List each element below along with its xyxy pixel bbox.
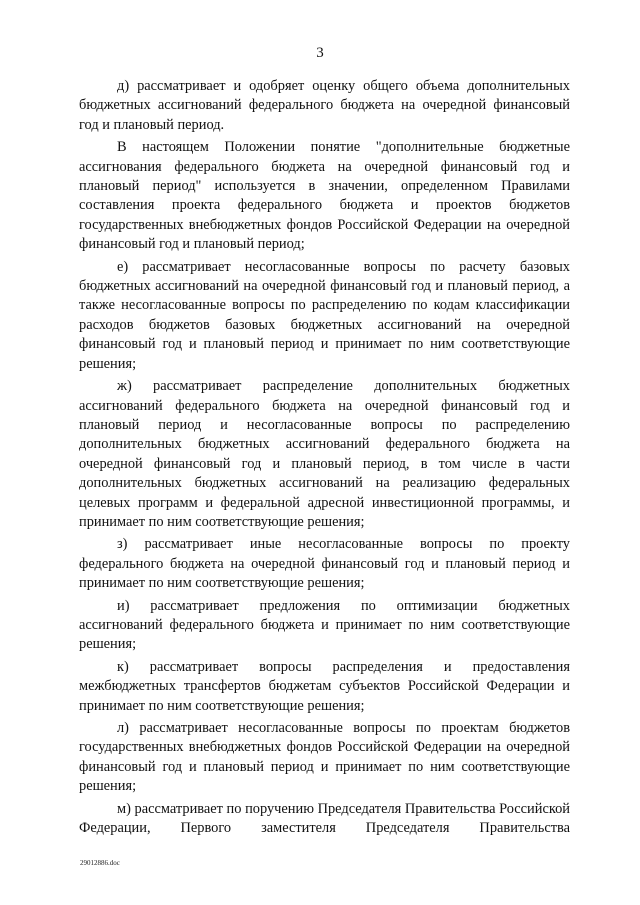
page-number: 3 bbox=[316, 45, 324, 61]
paragraph-d: д) рассматривает и одобряет оценку общего объема дополнительных бюджетных ассигнований федерального бюджета на очередной финансовый год и плановый период. bbox=[79, 78, 570, 133]
paragraph-m: м) рассматривает по поручению Председателя Правительства Российской Федерации, Первого заместителя Председателя Правительства bbox=[79, 800, 570, 837]
file-name-footer: 29012886.doc bbox=[80, 859, 120, 867]
paragraph-zh: ж) рассматривает распределение дополнительных бюджетных ассигнований федерального бюджета на очередной финансовый год и плановый период и несогласованные вопросы по распределению дополнительных бюджетных ассигнований федерального бюджета на очередной финансовый год и плановый период, в том числе в части дополнительных бюджетных ассигнований на реализацию федеральных целевых программ и федеральной адресной инвестиционной программы, и принимает по ним соответствующие решения; bbox=[79, 378, 570, 530]
paragraph-k: к) рассматривает вопросы распределения и предоставления межбюджетных трансфертов бюджетам субъектов Российской Федерации и принимает по ним соответствующие решения; bbox=[79, 658, 570, 714]
paragraph-definition: В настоящем Положении понятие "дополнительные бюджетные ассигнования федерального бюджета на очередной финансовый год и плановый период" используется в значении, определенном Правилами составления проекта федерального бюджета и проектов бюджетов государственных внебюджетных фондов Российской Федерации на очередной финансовый год и плановый период; bbox=[79, 139, 570, 253]
paragraph-e: е) рассматривает несогласованные вопросы по расчету базовых бюджетных ассигнований на очередной финансовый год и плановый период, а также несогласованные вопросы по распределению по кодам классификации расходов бюджетов базовых бюджетных ассигнований на очередной финансовый год и плановый период и принимает по ним соответствующие решения; bbox=[79, 258, 570, 372]
paragraph-l: л) рассматривает несогласованные вопросы по проектам бюджетов государственных внебюджетных фондов Российской Федерации на очередной финансовый год и плановый период и принимает по ним соответствующие решения; bbox=[79, 720, 570, 795]
document-body bbox=[79, 77, 570, 841]
paragraph-z: з) рассматривает иные несогласованные вопросы по проекту федерального бюджета на очередной финансовый год и плановый период и принимает по ним соответствующие решения; bbox=[79, 536, 570, 592]
paragraph-i: и) рассматривает предложения по оптимизации бюджетных ассигнований федерального бюджета и принимает по ним соответствующие решения; bbox=[79, 597, 570, 653]
